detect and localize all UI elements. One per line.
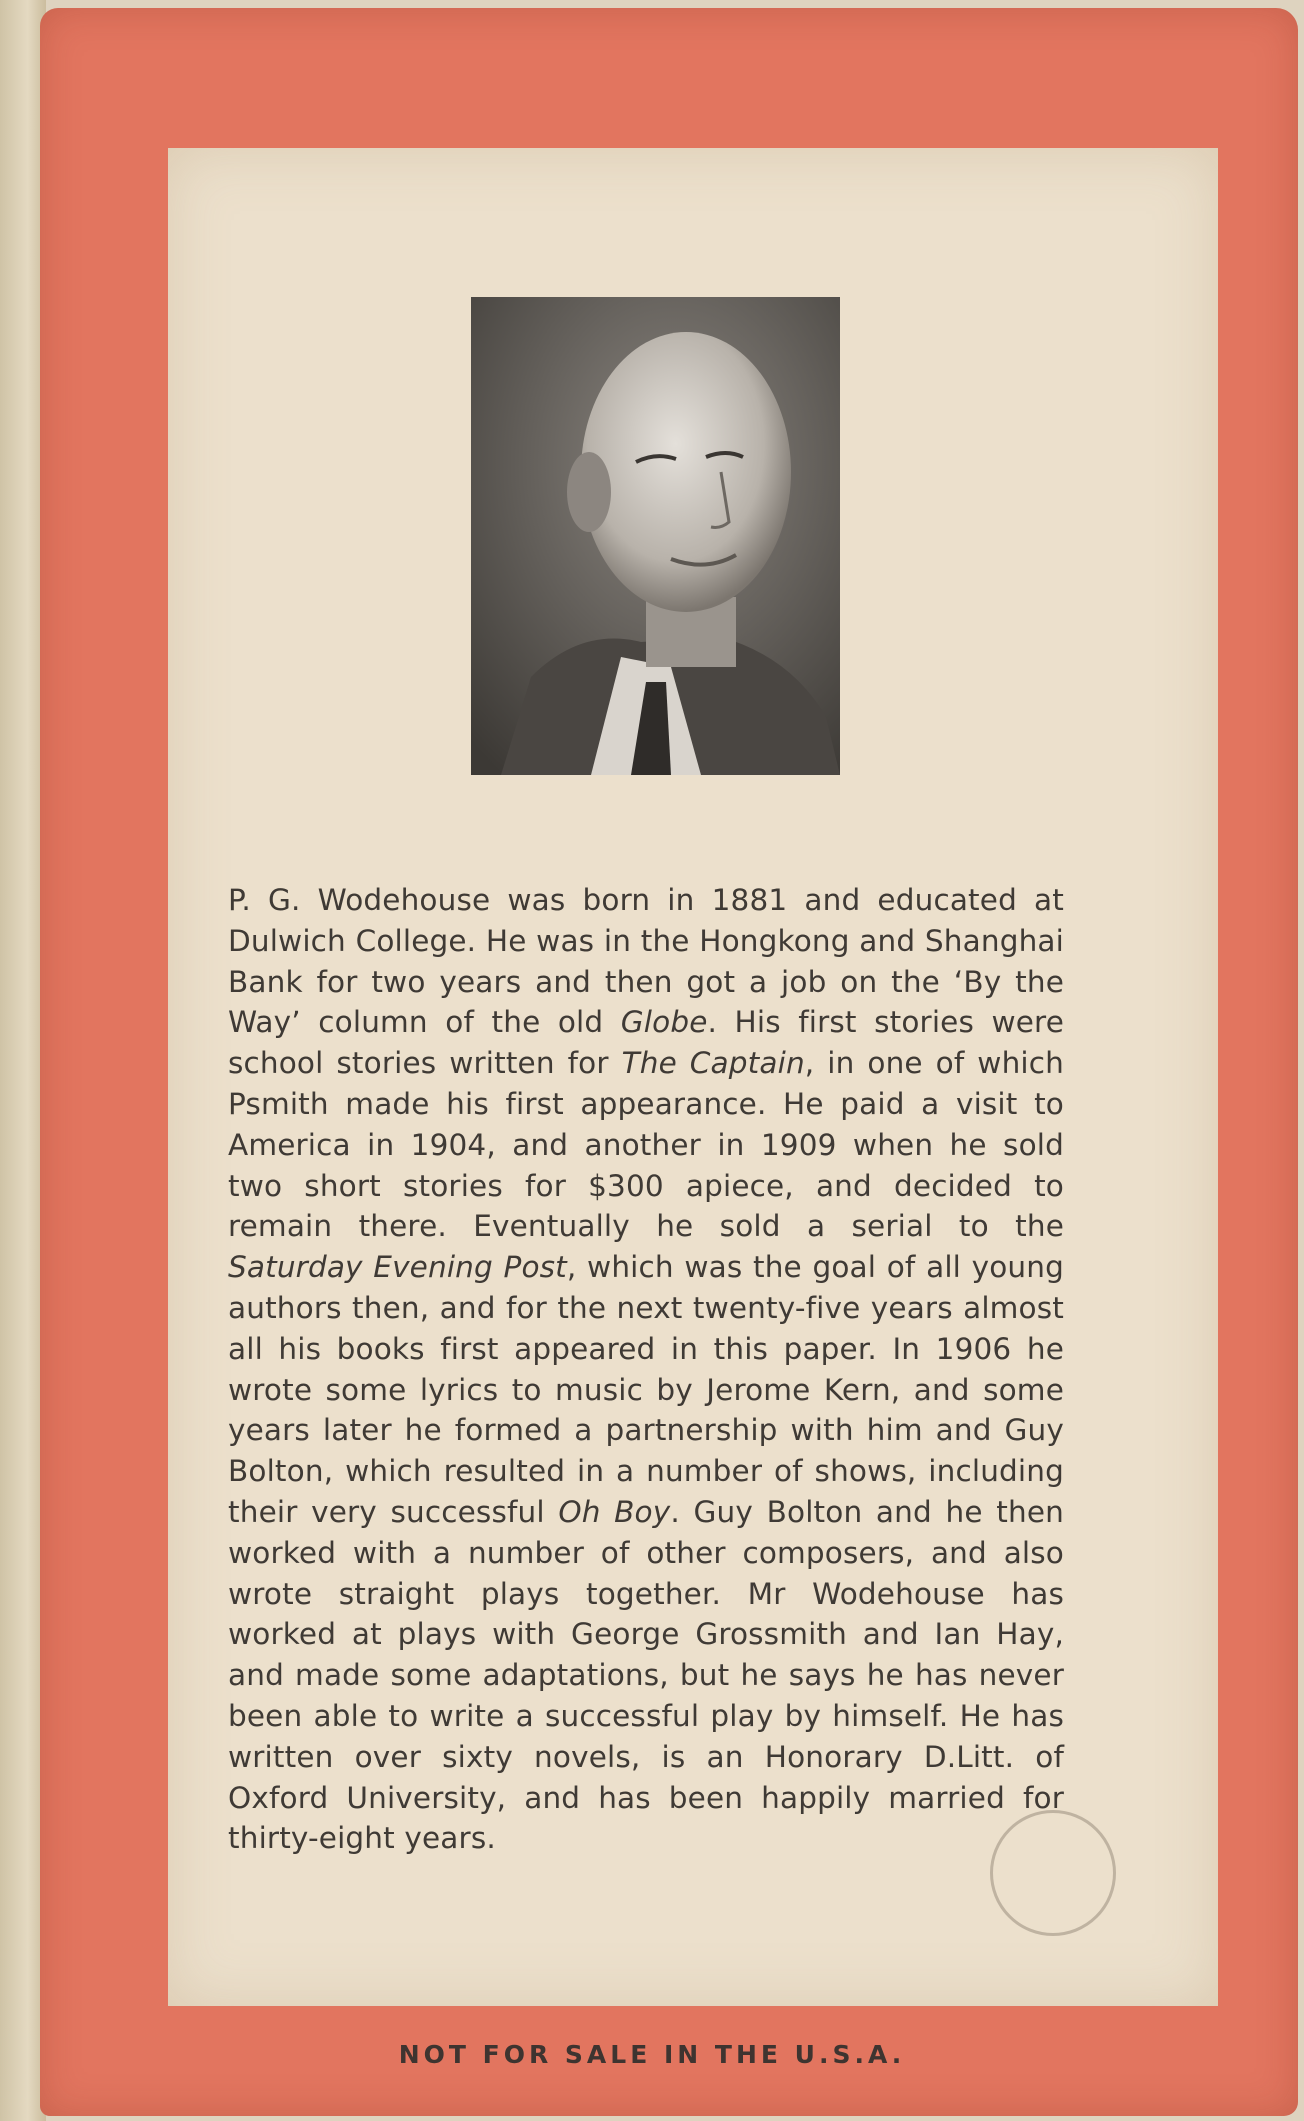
biography-paragraph <box>228 880 1064 1859</box>
bio-text-5: . Guy Bolton and he then worked with a number of other composers, and also wrote straight plays together. Mr Wodehouse has worked at plays with George Grossmith and Ian Hay, and made some adaptations, but he says he has never been able to write a successful play by himself. He has written over sixty novels, is an Honorary D.Litt. of Oxford University, and has been happily married for thirty-eight years. <box>228 1494 1064 1856</box>
bio-title-captain: The Captain <box>621 1046 805 1081</box>
bio-text-2: . His first stories were school stories written for <box>228 1005 1064 1081</box>
sale-restriction-notice: NOT FOR SALE IN THE U.S.A. <box>398 2040 906 2069</box>
bio-text-1: P. G. Wodehouse was born in 1881 and educated at Dulwich College. He was in the Hongkong and Shanghai Bank for two years and then got a job on the ‘By the Way’ column of the old <box>228 883 1064 1040</box>
bio-text-4: , which was the goal of all young authors then, and for the next twenty-five years almost all his books first appeared in this paper. In 1906 he wrote some lyrics to music by Jerome Kern, and some years later he formed a partnership with him and Guy Bolton, which resulted in a number of shows, including their very successful <box>228 1250 1065 1529</box>
bio-text-3: , in one of which Psmith made his first appearance. He paid a visit to America in 1904, and another in 1909 when he sold two short stories for $300 apiece, and decided to remain there. Eventually he sold a serial to the <box>228 1046 1064 1244</box>
library-stamp <box>990 1810 1116 1936</box>
bio-title-post: Saturday Evening Post <box>228 1250 567 1285</box>
bio-title-globe: Globe <box>620 1005 708 1040</box>
author-biography <box>228 880 1065 1856</box>
author-portrait-photo <box>471 297 840 775</box>
bio-title-ohboy: Oh Boy <box>558 1494 671 1529</box>
portrait-illustration <box>471 297 840 775</box>
